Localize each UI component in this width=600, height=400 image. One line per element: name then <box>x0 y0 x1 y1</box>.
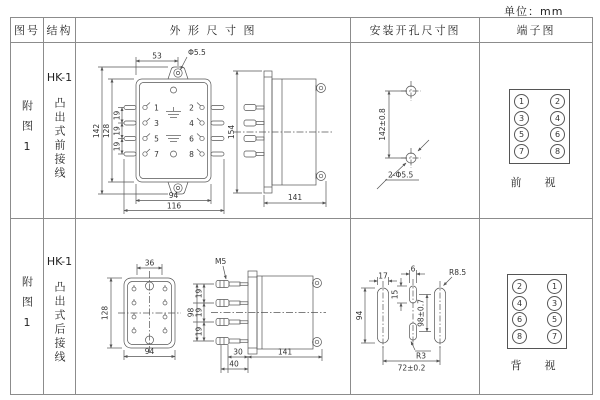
dim-pitch: 19 <box>112 141 122 152</box>
dim-stud-len2: 40 <box>229 359 239 369</box>
dim-pitch: 19 <box>194 326 204 337</box>
dim-body-height: 128 <box>100 305 110 321</box>
terminal-number: 6 <box>189 134 194 144</box>
terminal-circle: 4 <box>550 111 565 126</box>
dim-hole-spec: 2-Φ5.5 <box>388 170 414 180</box>
dim-hole-dia: Φ5.5 <box>188 48 206 57</box>
dim-center-radius: R3 <box>416 351 426 361</box>
dim-slot-span: 72±0.2 <box>397 363 426 373</box>
outline-drawing-rear-wiring <box>76 219 350 393</box>
structure-row2 <box>44 219 76 394</box>
outline-drawing-front-wiring <box>76 43 350 218</box>
terminal-circle: 5 <box>547 312 562 327</box>
mounting-drawing-front-wiring <box>351 43 479 218</box>
terminal-number: 1 <box>154 103 159 113</box>
dim-side-depth: 141 <box>287 193 303 202</box>
terminal-cell-row2 <box>480 219 592 394</box>
terminal-number: 4 <box>189 118 194 128</box>
terminal-circle: 5 <box>514 127 529 142</box>
outline-cell-row2 <box>76 219 351 394</box>
dim-slot-height: 94 <box>355 310 364 321</box>
dim-pitch: 19 <box>112 110 122 121</box>
fig-no-row1 <box>11 43 44 219</box>
unit-label: 单位：mm <box>504 5 564 18</box>
dim-slot-width: 17 <box>378 271 388 281</box>
terminal-circle: 2 <box>550 94 565 109</box>
terminal-circle: 3 <box>547 296 562 311</box>
mounting-cell-row1 <box>351 43 480 219</box>
dim-body-width: 94 <box>144 347 155 356</box>
terminal-circle: 7 <box>514 144 529 159</box>
outline-cell-row1 <box>76 43 351 219</box>
dim-stud-thread: M5 <box>215 257 227 266</box>
dim-body-width: 94 <box>168 191 179 200</box>
fig-no-text: 附图1 <box>20 99 34 162</box>
terminal-box-front <box>509 89 570 164</box>
view-caption-rear: 背 视 <box>510 359 562 372</box>
dim-pitch: 19 <box>194 307 204 318</box>
terminal-circle: 6 <box>512 312 527 327</box>
terminal-circle: 1 <box>514 94 529 109</box>
dim-side-depth: 141 <box>277 347 293 357</box>
dim-pitch: 19 <box>194 288 204 299</box>
header-mounting: 安装开孔尺寸图 <box>351 18 480 43</box>
terminal-circle: 2 <box>512 279 527 294</box>
terminal-circle: 6 <box>550 127 565 142</box>
terminal-number: 2 <box>189 103 194 113</box>
dim-body-height: 128 <box>102 123 111 139</box>
terminal-column-left <box>512 279 527 344</box>
terminal-column-right <box>550 94 565 159</box>
model-label: HK-1 <box>46 255 73 268</box>
dim-pitch: 19 <box>112 126 122 136</box>
mounting-drawing-rear-wiring <box>351 219 479 393</box>
structure-row1 <box>44 43 76 219</box>
mounting-cell-row2 <box>351 219 480 394</box>
dim-side-height: 154 <box>227 124 236 140</box>
terminal-number: 5 <box>154 134 159 144</box>
dim-top-width: 53 <box>152 51 162 61</box>
dim-stud-span: 98 <box>186 307 196 318</box>
terminal-circle: 8 <box>512 329 527 344</box>
fig-no-text: 附图1 <box>20 275 34 338</box>
terminal-circle: 8 <box>550 144 565 159</box>
dim-center-slot-width: 6 <box>410 264 416 274</box>
header-terminal: 端子图 <box>480 18 592 43</box>
dim-center-slot-height: 15 <box>390 289 400 300</box>
view-caption-front: 前 视 <box>510 176 562 189</box>
terminal-circle: 4 <box>512 296 527 311</box>
terminal-number: 3 <box>154 118 159 128</box>
header-structure: 结构 <box>44 18 76 43</box>
terminal-column-right <box>547 279 562 344</box>
header-fig-no: 图号 <box>11 18 44 43</box>
dimension-table <box>10 17 593 395</box>
dim-total-width: 116 <box>166 201 182 211</box>
dim-center-pitch: 98±0.7 <box>416 299 426 327</box>
terminal-circle: 7 <box>547 329 562 344</box>
model-label: HK-1 <box>46 71 73 84</box>
terminal-box-rear <box>507 274 567 349</box>
header-outline: 外 形 尺 寸 图 <box>76 18 351 43</box>
dim-stud-len1: 30 <box>233 347 243 357</box>
dim-hole-pitch: 142±0.8 <box>378 108 387 141</box>
dim-total-height: 142 <box>92 123 101 139</box>
terminal-column-left <box>514 94 529 159</box>
terminal-cell-row1 <box>480 43 592 219</box>
fig-no-row2 <box>11 219 44 394</box>
structure-text: 凸出式后接线 <box>53 281 66 365</box>
dim-slot-radius: R8.5 <box>449 268 467 277</box>
terminal-number: 7 <box>154 149 159 159</box>
dim-top-pitch: 36 <box>144 258 155 268</box>
terminal-circle: 3 <box>514 111 529 126</box>
terminal-number: 8 <box>189 149 194 159</box>
structure-text: 凸出式前接线 <box>53 97 66 181</box>
terminal-circle: 1 <box>547 279 562 294</box>
